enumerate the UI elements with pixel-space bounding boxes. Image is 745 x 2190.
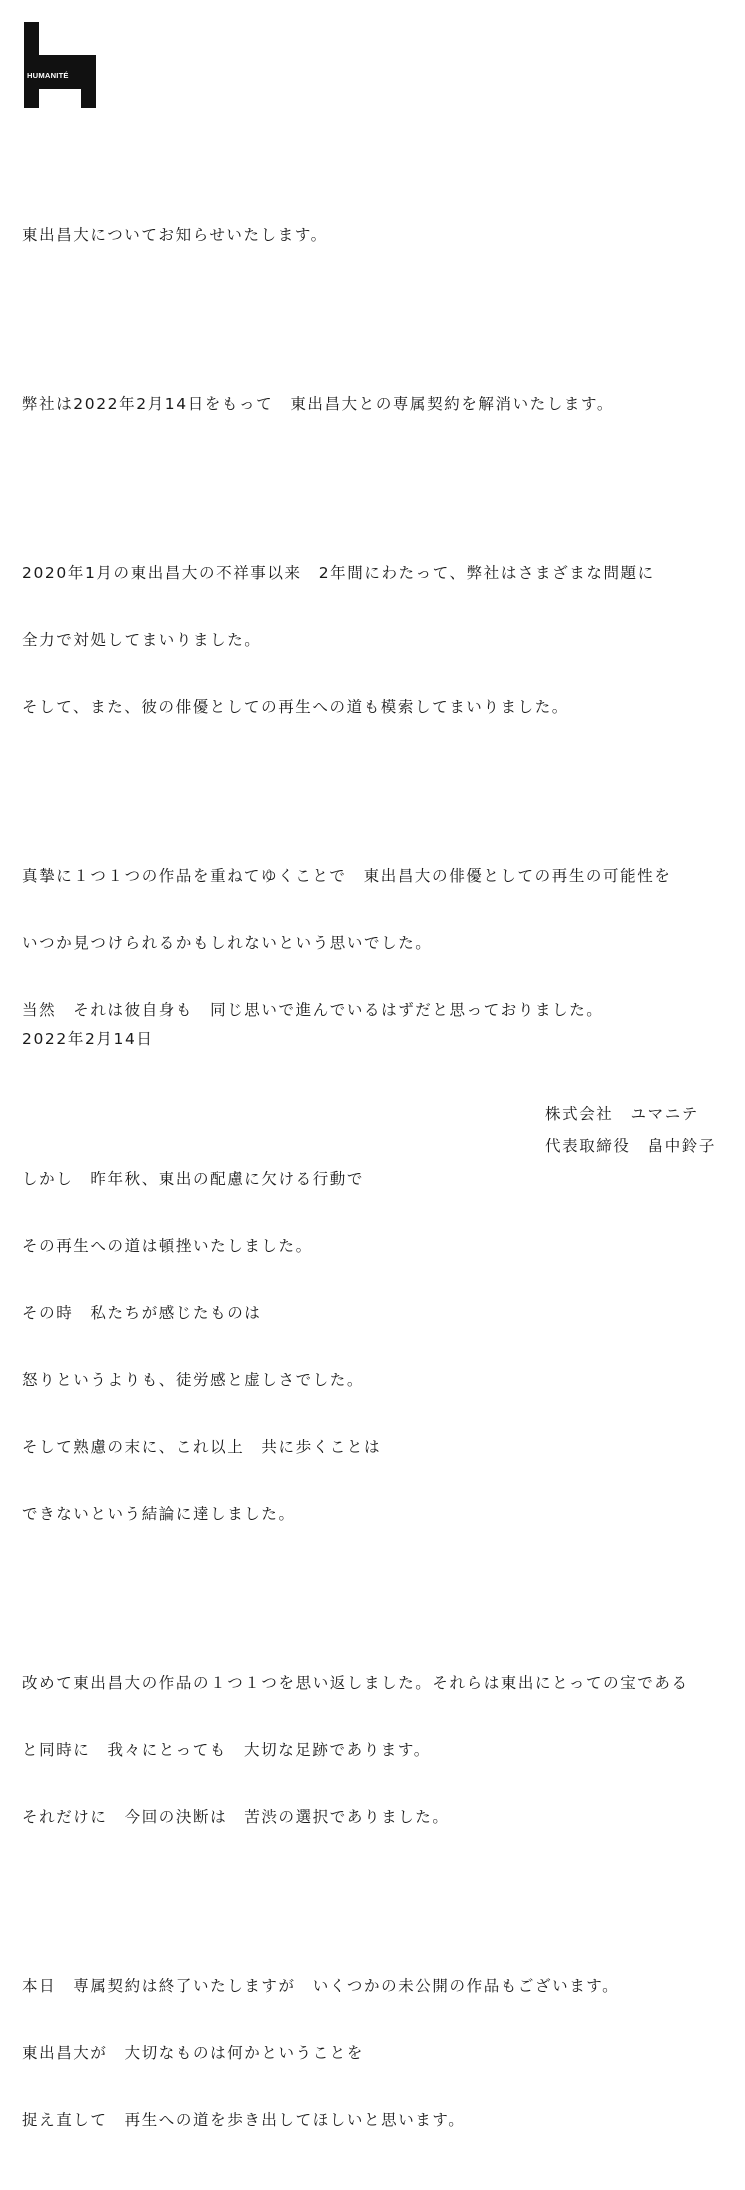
text-line: いつか見つけられるかもしれないという思いでした。 [22,934,433,952]
paragraph-background [22,522,737,759]
paragraph-reflection [22,1632,737,1869]
company-name: 株式会社 ユマニテ [545,1105,699,1123]
text-line: 改めて東出昌大の作品の１つ１つを思い返しました。それらは東出にとっての宝である [22,1674,689,1692]
text-line: 弊社は2022年2月14日をもって 東出昌大との専属契約を解消いたします。 [22,395,614,413]
text-line: そして熟慮の末に、これ以上 共に歩くことは [22,1438,382,1456]
paragraph-closing [22,1935,737,2172]
text-line: 怒りというよりも、徒労感と虚しさでした。 [22,1371,365,1389]
text-line: できないという結論に達しました。 [22,1505,296,1523]
humanite-logo [24,22,96,108]
text-line: と同時に 我々にとっても 大切な足跡であります。 [22,1741,431,1759]
paragraph-intro [22,184,737,287]
representative-name: 代表取締役 畠中鈴子 [545,1137,717,1155]
logo-wordmark: HUMANITÉ [27,71,69,80]
text-line: しかし 昨年秋、東出の配慮に欠ける行動で [22,1170,365,1188]
text-line: その時 私たちが感じたものは [22,1304,262,1322]
document-date: 2022年2月14日 [22,1030,154,1048]
text-line: 2020年1月の東出昌大の不祥事以来 2年間にわたって、弊社はさまざまな問題に [22,564,655,582]
text-line: そして、また、彼の俳優としての再生への道も模索してまいりました。 [22,698,569,716]
text-line: それだけに 今回の決断は 苦渋の選択でありました。 [22,1808,450,1826]
text-line: 本日 専属契約は終了いたしますが いくつかの未公開の作品もございます。 [22,1977,620,1995]
logo-mark [24,22,96,108]
signature-block [545,1098,716,1162]
text-line: 全力で対処してまいりました。 [22,631,262,649]
announcement-body [22,148,737,2190]
paragraph-contract-termination [22,353,737,456]
text-line: 捉え直して 再生への道を歩き出してほしいと思います。 [22,2111,466,2129]
text-line: 東出昌大が 大切なものは何かということを [22,2044,365,2062]
paragraph-decision [22,1128,737,1566]
text-line: その再生への道は頓挫いたしました。 [22,1237,313,1255]
text-line: 当然 それは彼自身も 同じ思いで進んでいるはずだと思っておりました。 [22,1001,604,1019]
text-line: 真摯に１つ１つの作品を重ねてゆくことで 東出昌大の俳優としての再生の可能性を [22,867,672,885]
text-line: 東出昌大についてお知らせいたします。 [22,226,328,244]
